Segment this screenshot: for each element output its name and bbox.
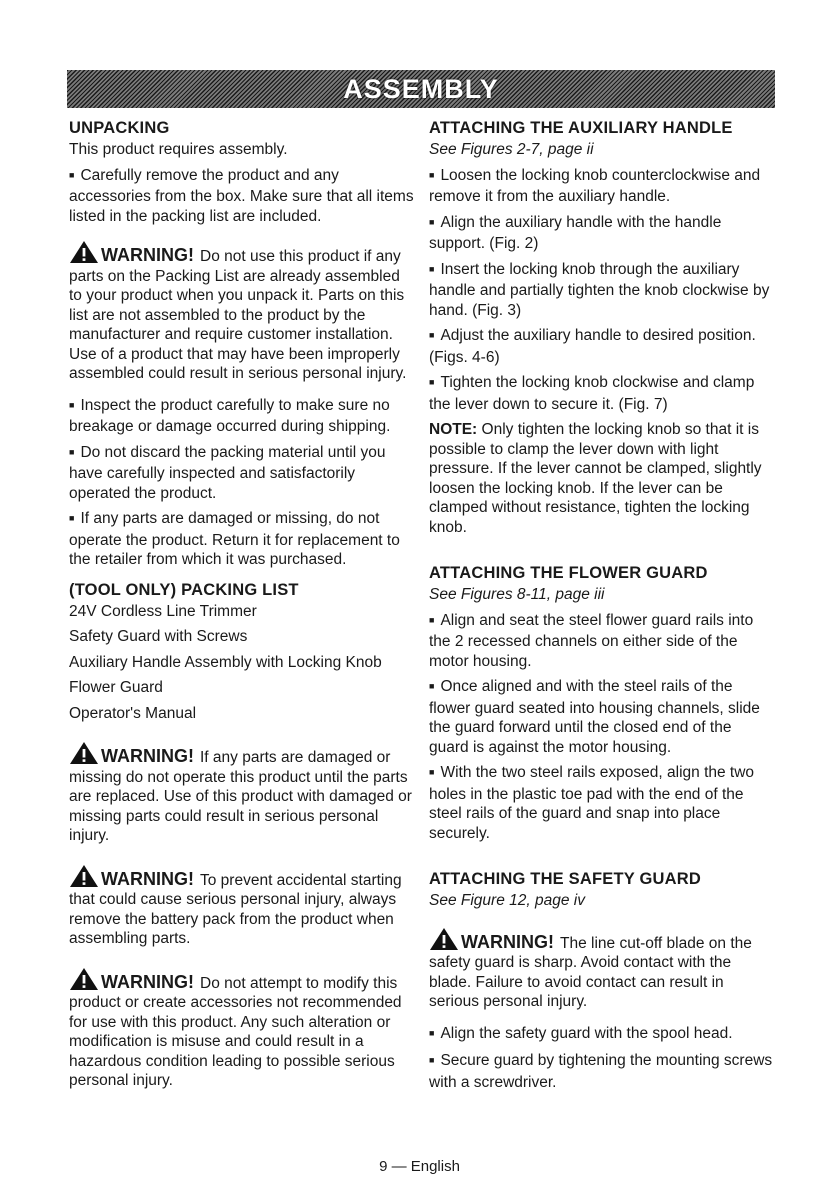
aux-bullet: ■ Tighten the locking knob clockwise and clamp the lever down to secure it. (Fig. 7) bbox=[429, 373, 774, 414]
warning-label: WARNING! bbox=[101, 971, 194, 992]
aux-bullet: ■ Loosen the locking knob counterclockwise and remove it from the auxiliary handle. bbox=[429, 166, 774, 207]
warning-triangle-icon bbox=[69, 967, 99, 991]
aux-bullet: ■ Align the auxiliary handle with the handle support. (Fig. 2) bbox=[429, 213, 774, 254]
warning-label: WARNING! bbox=[101, 245, 194, 265]
warning-block bbox=[429, 927, 774, 1012]
figure-reference: See Figures 2-7, page ii bbox=[429, 141, 594, 158]
warning-block bbox=[69, 864, 415, 949]
unpacking-bullet: ■ Carefully remove the product and any accessories from the box. Make sure that all items listed in the packing list are included. bbox=[69, 166, 415, 227]
aux-bullet: ■ Adjust the auxiliary handle to desired position. (Figs. 4-6) bbox=[429, 326, 774, 367]
warning-text: The line cut-off blade on the safety guard is sharp. Avoid contact with the blade. Failure to avoid contact can result in serious personal injury. bbox=[429, 934, 752, 1010]
warning-block bbox=[69, 240, 415, 384]
warning-triangle-icon bbox=[429, 927, 459, 951]
flower-guard-heading: ATTACHING THE FLOWER GUARD bbox=[429, 564, 708, 582]
packing-list-item: Auxiliary Handle Assembly with Locking Knob bbox=[69, 653, 382, 671]
warning-text: To prevent accidental starting that could cause serious personal injury, always remove the battery pack from the product when assembling parts. bbox=[69, 871, 402, 947]
warning-label: WARNING! bbox=[461, 931, 554, 952]
packing-list bbox=[69, 602, 415, 724]
note-label: NOTE: bbox=[429, 421, 478, 438]
packing-list-heading: (TOOL ONLY) PACKING LIST bbox=[69, 580, 299, 599]
unpacking-bullet: ■ If any parts are damaged or missing, do not operate the product. Return it for replacement to the retailer from which it was purchased. bbox=[69, 509, 415, 570]
packing-list-item: Flower Guard bbox=[69, 679, 163, 696]
warning-text: If any parts are damaged or missing do not operate this product until the parts are replaced. Use of this product with damaged or missing parts could result in serious personal injury. bbox=[69, 749, 412, 844]
aux-bullet: ■ Insert the locking knob through the auxiliary handle and partially tighten the knob clockwise by hand. (Fig. 3) bbox=[429, 260, 774, 321]
warning-text: Do not use this product if any parts on the Packing List are already assembled to your product when you unpack it. Parts on this list are not assembled to the product by the manufacturer and require customer installation. Use of a product that may have been improperly assembled could result in serious personal injury. bbox=[69, 248, 407, 382]
safety-bullet: ■ Secure guard by tightening the mounting screws with a screwdriver. bbox=[429, 1051, 774, 1092]
page-footer: 9 — English bbox=[379, 1158, 460, 1175]
unpacking-bullet: ■ Do not discard the packing material until you have carefully inspected and satisfactorily operated the product. bbox=[69, 443, 415, 504]
section-banner bbox=[67, 70, 775, 108]
auxiliary-handle-heading: ATTACHING THE AUXILIARY HANDLE bbox=[429, 119, 733, 137]
figure-reference: See Figure 12, page iv bbox=[429, 892, 585, 909]
packing-list-item: 24V Cordless Line Trimmer bbox=[69, 602, 257, 620]
flower-bullet: ■ Once aligned and with the steel rails of the flower guard seated into housing channels, slide the guard forward until the closed end of the guard is against the motor housing. bbox=[429, 677, 774, 757]
flower-bullet: ■ With the two steel rails exposed, align the two holes in the plastic toe pad with the end of the steel rails of the guard and snap into place securely. bbox=[429, 763, 774, 843]
unpacking-intro: This product requires assembly. bbox=[69, 141, 288, 158]
figure-reference: See Figures 8-11, page iii bbox=[429, 586, 605, 603]
packing-list-item: Operator's Manual bbox=[69, 704, 197, 722]
banner-title: ASSEMBLY bbox=[343, 73, 499, 104]
note-text: Only tighten the locking knob so that it is possible to clamp the lever down with light pressure. If the lever cannot be clamped, slightly loosen the locking knob. If the lever can be clamped without resistance, tighten the locking knob. bbox=[429, 421, 762, 536]
warning-text: Do not attempt to modify this product or create accessories not recommended for use with this product. Any such alteration or modification is misuse and could result in a hazardous condition leading to possible serious personal injury. bbox=[69, 974, 402, 1089]
warning-block bbox=[69, 967, 415, 1091]
safety-guard-heading: ATTACHING THE SAFETY GUARD bbox=[429, 870, 701, 888]
note-paragraph bbox=[429, 420, 774, 537]
warning-triangle-icon bbox=[69, 240, 99, 264]
unpacking-bullet: ■ Inspect the product carefully to make sure no breakage or damage occurred during shipping. bbox=[69, 396, 415, 437]
warning-label: WARNING! bbox=[101, 746, 194, 766]
flower-bullet: ■ Align and seat the steel flower guard rails into the 2 recessed channels on either side of the motor housing. bbox=[429, 611, 774, 672]
warning-label: WARNING! bbox=[101, 868, 194, 889]
right-column bbox=[429, 118, 774, 1098]
packing-list-item: Safety Guard with Screws bbox=[69, 628, 248, 645]
warning-triangle-icon bbox=[69, 864, 99, 888]
unpacking-heading: UNPACKING bbox=[69, 119, 170, 137]
left-column bbox=[69, 118, 415, 1103]
warning-triangle-icon bbox=[69, 741, 99, 765]
safety-bullet: ■ Align the safety guard with the spool head. bbox=[429, 1024, 774, 1046]
warning-block bbox=[69, 741, 415, 846]
